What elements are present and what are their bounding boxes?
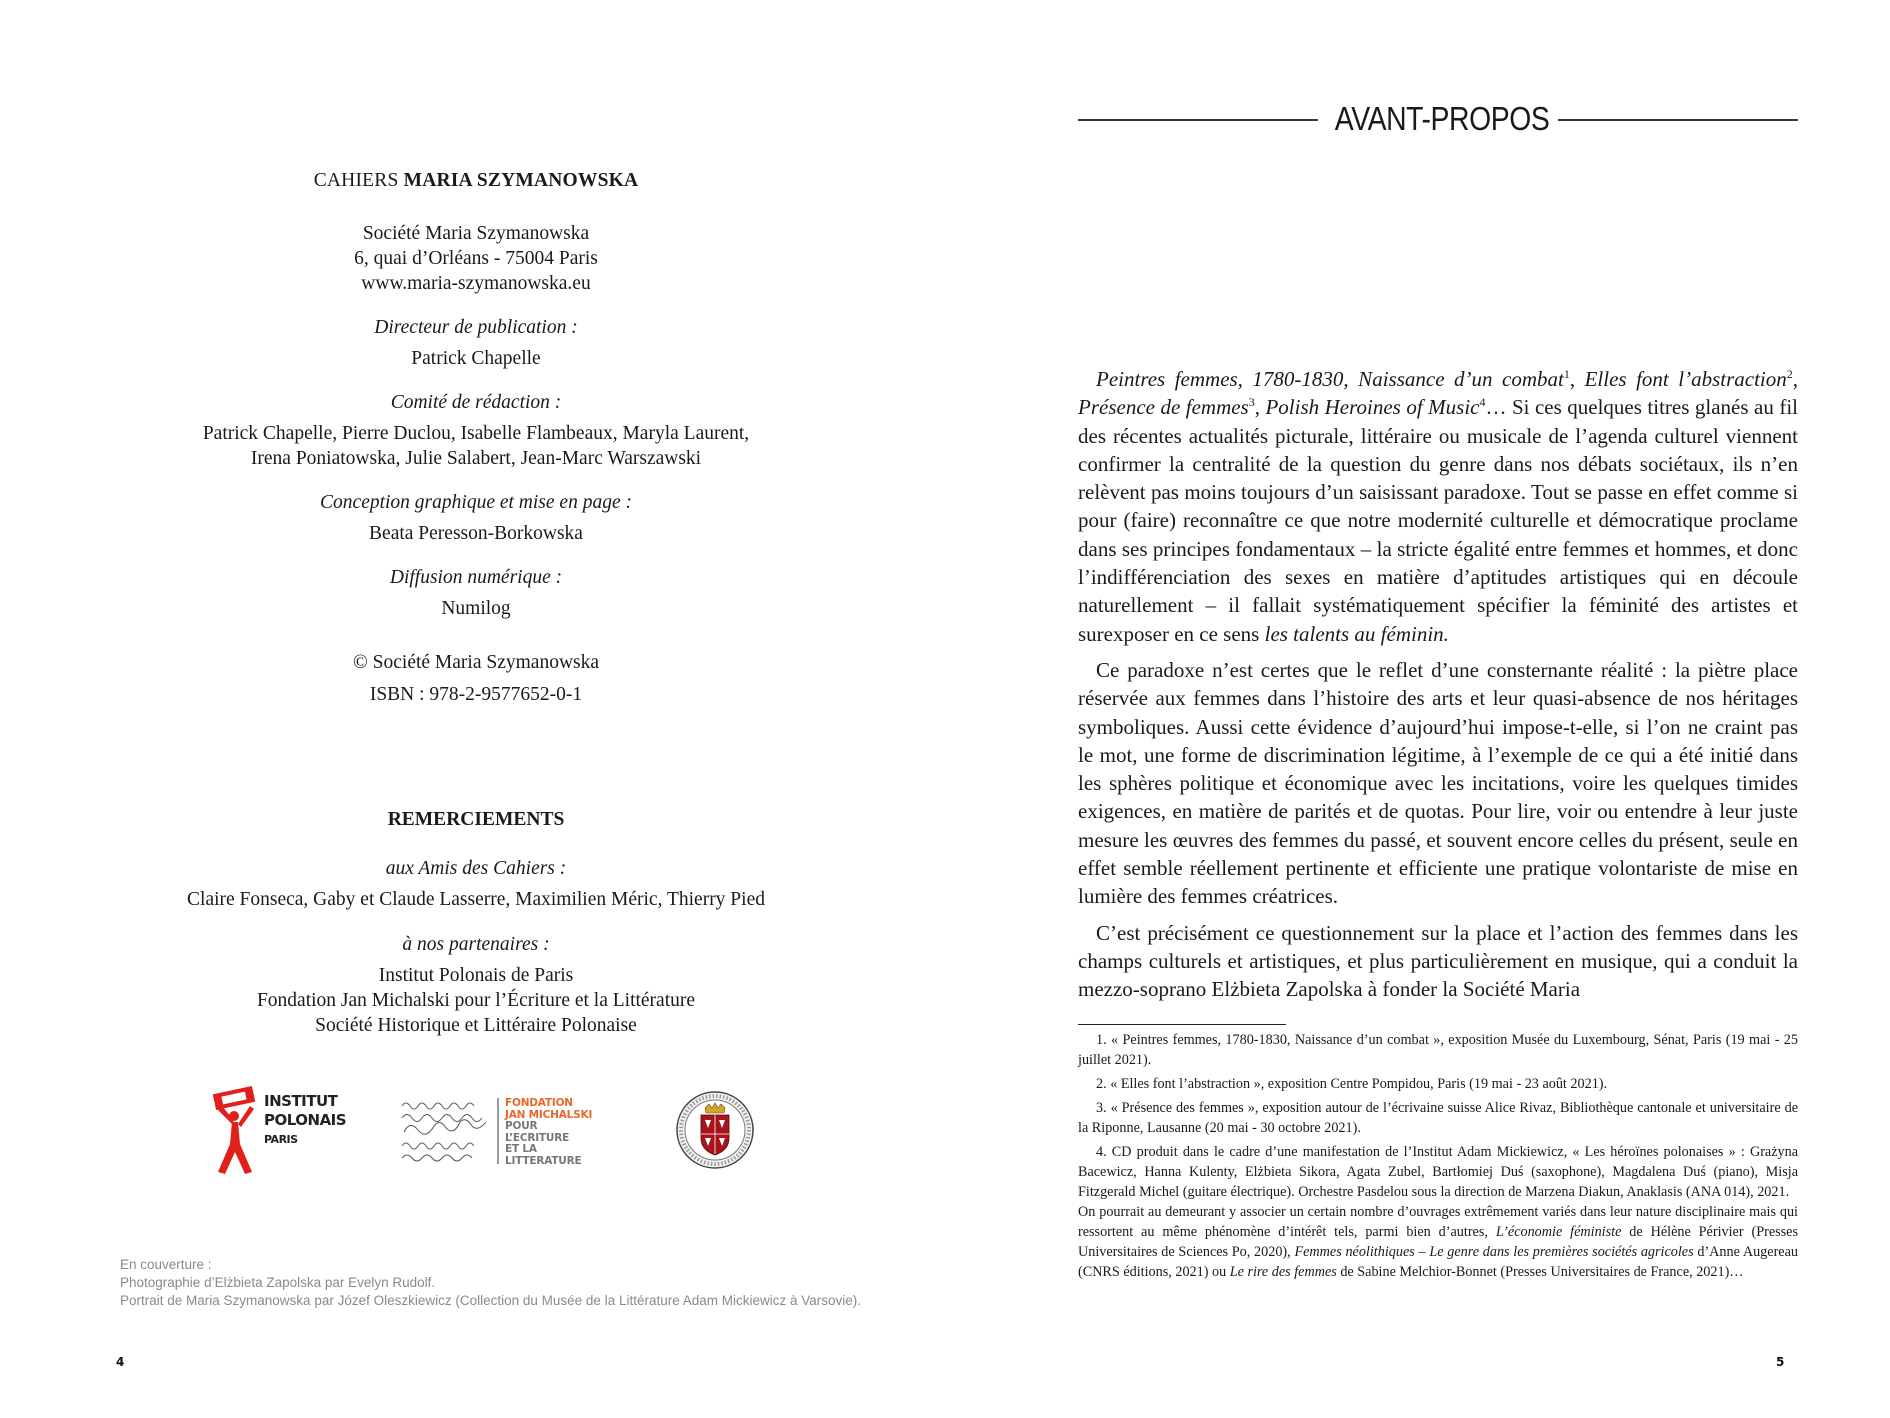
- paragraph-2: Ce paradoxe n’est certes que le reflet d’une consternante réalité : la piètre place réservée aux femmes dans l’histoire des arts et leur quasi-absence de nos héritages symboliques. Aussi cette évidence d’aujourd’hui impose-t-elle, si l’on ne craint pas le mot, une forme de discrimination légitime, à l’exemple de ce qui a été initié dans les sphères politique et économique avec les incitations, voire les quelques timides exigences, en matière de parités et de quotas. Pour lire, voir ou entendre à leur juste mesure les œuvres des femmes du passé, et souvent encore celles du présent, seule en effet semble réellement pertinente et efficiente une pratique volontariste de mise en lumière des femmes créatrices.: [1078, 657, 1798, 909]
- series-title: [120, 168, 832, 193]
- handwriting-emblem-icon: [400, 1098, 500, 1164]
- fondation-wordmark: FONDATION JAN MICHALSKI POUR L’ECRITURE ET LA LITTERATURE: [505, 1097, 593, 1167]
- heading-title: AVANT-PROPOS: [1334, 100, 1550, 137]
- heading-rule-left: [1078, 119, 1318, 121]
- fondation-jan-michalski-logo: [400, 1097, 610, 1167]
- design-value: Beata Peresson-Borkowska: [369, 523, 583, 544]
- publisher-address: 6, quai d’Orléans - 75004 Paris: [354, 248, 598, 269]
- committee-line-2: Irena Poniatowska, Julie Salabert, Jean-Marc Warszawski: [250, 448, 702, 469]
- director-value: Patrick Chapelle: [411, 348, 541, 369]
- institut-polonais-wordmark: INSTITUT POLONAIS PARIS: [264, 1092, 347, 1146]
- acknowledgements-title: REMERCIEMENTS: [387, 809, 565, 830]
- colophon: [120, 168, 832, 707]
- page-number-left: 4: [116, 1355, 125, 1369]
- societe-historique-seal: [675, 1090, 755, 1170]
- publisher-block: [120, 221, 832, 296]
- footnote-4-continuation: On pourrait au demeurant y associer un certain nombre d’ouvrages extrêmement variés dans leur nature disciplinaire mais qui ressortent au même phénomène d’intérêt tels, parmi bien d’autres, L’économie féministe de Hélène Périvier (Presses Universitaires de Sciences Po, 2020), Femmes néolithiques – Le genre dans les premières sociétés agricoles d’Anne Augereau (CNRS éditions, 2021) ou Le rire des femmes de Sabine Melchior-Bonnet (Presses Universitaires de France, 2021)…: [1078, 1204, 1798, 1280]
- body-text: [1078, 365, 1798, 1012]
- footnote-ref: 1: [1563, 367, 1570, 381]
- design-block: [120, 490, 832, 546]
- director-block: [120, 315, 832, 371]
- footnote-3: 3. « Présence des femmes », exposition autour de l’écrivaine suisse Alice Rivaz, Bibliothèque cantonale et universitaire de la Riponne, Lausanne (20 mai - 30 octobre 2021).: [1078, 1100, 1798, 1136]
- committee-block: [120, 390, 832, 471]
- footnote-separator: [1078, 1024, 1286, 1025]
- cover-credits: [120, 1256, 861, 1310]
- page-number-right: 5: [1776, 1355, 1785, 1369]
- institut-polonais-figure-icon: [212, 1086, 268, 1176]
- cover-label: En couverture :: [120, 1257, 212, 1272]
- institut-polonais-logo: [212, 1086, 347, 1176]
- copyright: © Société Maria Szymanowska: [352, 652, 600, 673]
- footnote-ref: 3: [1248, 395, 1255, 410]
- friends-list: Claire Fonseca, Gaby et Claude Lasserre, Maximilien Méric, Thierry Pied: [187, 889, 765, 910]
- cover-portrait-credit: Portrait de Maria Szymanowska par Józef Oleszkiewicz (Collection du Musée de la Littérature Adam Mickiewicz à Varsovie).: [120, 1293, 862, 1308]
- committee-line-1: Patrick Chapelle, Pierre Duclou, Isabelle Flambeaux, Maryla Laurent,: [202, 423, 750, 444]
- footnotes: [1078, 1030, 1798, 1282]
- series-prefix: CAHIERS: [313, 170, 399, 191]
- diffusion-value: Numilog: [441, 598, 511, 619]
- footnote-ref: 2: [1786, 367, 1793, 381]
- friends-label: aux Amis des Cahiers :: [385, 858, 567, 879]
- paragraph-1: Peintres femmes, 1780-1830, Naissance d’un combat$^1$, Elles font l’abstraction$^2$, Présence de femmes$^3$, Polish Heroines of Music$^4$… Si ces quelques titres glanés au fil des récentes actualités picturale, littéraire ou musicale de l’agenda culturel viennent confirmer la centralité de la question du genre dans nos débats sociétaux, ils n’en relèvent pas moins toujours d’un saisissant paradoxe. Tout se passe en effet comme si pour (faire) reconnaître ce que notre modernité culturelle et démocratique proclame dans ses principes fondamentaux – la stricte égalité entre femmes et hommes, et donc l’indifférenciation des sexes en matière d’aptitudes artistiques qui en découle naturellement – il fallait systématiquement spécifier la féminité des artistes et surexposer en ce sens les talents au féminin.: [1078, 367, 1799, 646]
- publisher-website: www.maria-szymanowska.eu: [361, 273, 591, 294]
- diffusion-label: Diffusion numérique :: [389, 567, 563, 588]
- committee-label: Comité de rédaction :: [390, 392, 562, 413]
- isbn: ISBN : 978-2-9577652-0-1: [369, 684, 583, 705]
- acknowledgements: [120, 807, 832, 1058]
- partner-logos: [0, 1086, 945, 1182]
- heading-rule-right: [1558, 119, 1798, 121]
- partners-label: à nos partenaires :: [402, 934, 550, 955]
- heraldic-seal-icon: [675, 1090, 755, 1170]
- footnote-2: 2. « Elles font l’abstraction », exposition Centre Pompidou, Paris (19 mai - 23 août 2021).: [1096, 1076, 1608, 1092]
- partners-block: [120, 932, 832, 1038]
- footnote-ref: 4: [1479, 395, 1486, 410]
- footnote-4: 4. CD produit dans le cadre d’une manifestation de l’Institut Adam Mickiewicz, « Les héroïnes polonaises » : Grażyna Bacewicz, Hanna Kulenty, Elżbieta Sikora, Agata Zubel, Bartłomiej Duś (saxophone), Magdalena Duś (piano), Misja Fitzgerald Michel (guitare électrique). Orchestre Pasdelou sous la direction de Marzena Diakun, Anaklasis (ANA 014), 2021.: [1078, 1144, 1798, 1200]
- diffusion-block: [120, 565, 832, 621]
- director-label: Directeur de publication :: [374, 317, 578, 338]
- paragraph-3: C’est précisément ce questionnement sur la place et l’action des femmes dans les champs culturels et artistiques, et plus particulièrement en musique, qui a conduit la mezzo-soprano Elżbieta Zapolska à fonder la Société Maria: [1078, 920, 1798, 1002]
- partner-item: Fondation Jan Michalski pour l’Écriture et la Littérature: [256, 990, 696, 1011]
- partner-item: Institut Polonais de Paris: [378, 965, 574, 986]
- series-name: MARIA SZYMANOWSKA: [403, 170, 639, 191]
- cover-photo-credit: Photographie d’Elżbieta Zapolska par Evelyn Rudolf.: [120, 1275, 436, 1290]
- section-heading: [1078, 98, 1798, 140]
- partner-item: Société Historique et Littéraire Polonaise: [315, 1015, 637, 1036]
- design-label: Conception graphique et mise en page :: [320, 492, 632, 513]
- friends-block: [120, 856, 832, 912]
- footnote-1: 1. « Peintres femmes, 1780-1830, Naissance d’un combat », exposition Musée du Luxembourg, Sénat, Paris (19 mai - 25 juillet 2021).: [1078, 1032, 1798, 1068]
- publisher-name: Société Maria Szymanowska: [362, 223, 590, 244]
